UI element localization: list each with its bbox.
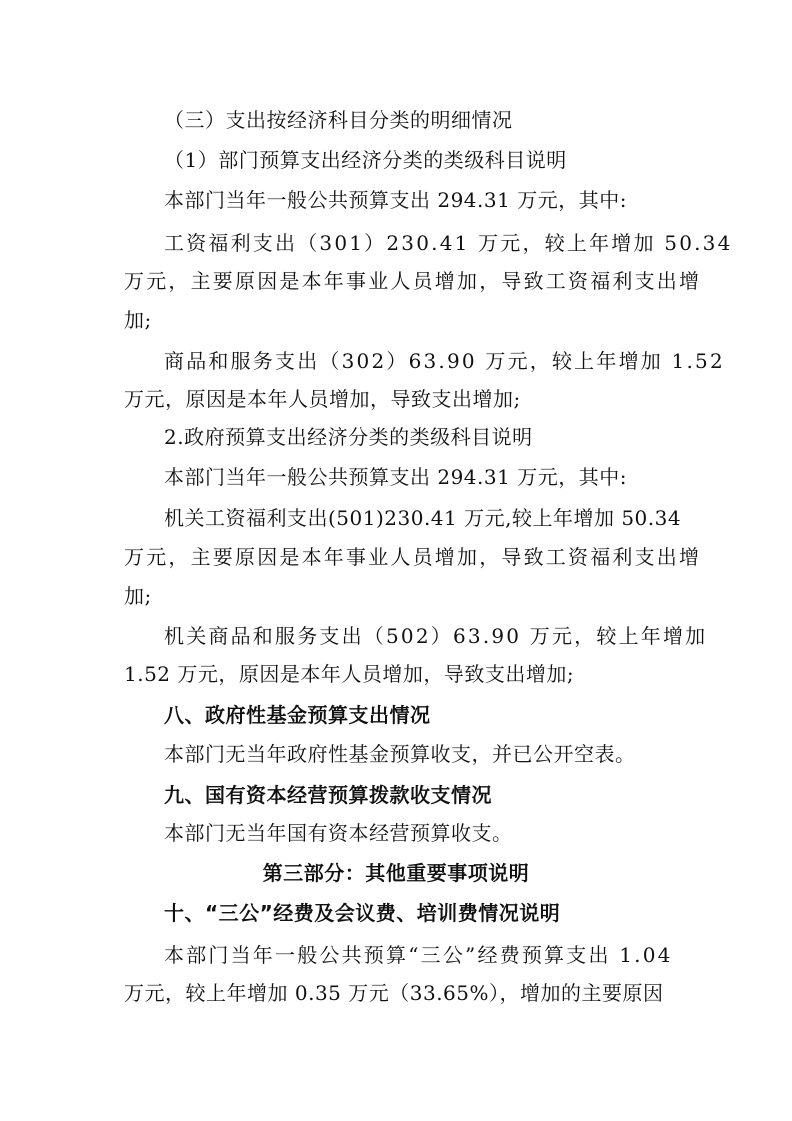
paragraph-line: 本部门当年一般公共预算“三公”经费预算支出 1.04 — [164, 943, 673, 967]
sub-item-heading: （1）部门预算支出经济分类的类级科目说明 — [164, 148, 567, 172]
paragraph-line: 加; — [124, 308, 152, 332]
paragraph-line: 万元，主要原因是本年事业人员增加，导致工资福利支出增 — [124, 269, 702, 293]
paragraph-line: 加; — [124, 584, 152, 608]
paragraph-line: 机关工资福利支出(501)230.41 万元,较上年增加 50.34 — [164, 506, 682, 530]
paragraph-line: 工资福利支出（301）230.41 万元，较上年增加 50.34 — [164, 231, 733, 255]
sub-item-heading: 2.政府预算支出经济分类的类级科目说明 — [164, 425, 533, 449]
paragraph-line: 本部门当年一般公共预算支出 294.31 万元，其中: — [164, 465, 627, 489]
paragraph-line: 1.52 万元，原因是本年人员增加，导致支出增加; — [124, 662, 575, 686]
subsection-heading: （三）支出按经济科目分类的明细情况 — [164, 108, 513, 132]
paragraph-line: 万元，原因是本年人员增加，导致支出增加; — [124, 387, 521, 411]
section-heading: 九、国有资本经营预算拨款收支情况 — [164, 783, 492, 807]
paragraph-line: 本部门当年一般公共预算支出 294.31 万元，其中: — [164, 188, 627, 212]
section-heading: 八、政府性基金预算支出情况 — [164, 703, 431, 727]
paragraph-line: 本部门无当年国有资本经营预算收支。 — [164, 821, 513, 845]
part-heading: 第三部分：其他重要事项说明 — [262, 861, 530, 885]
paragraph-line: 万元，较上年增加 0.35 万元（33.65%），增加的主要原因 — [124, 981, 664, 1005]
paragraph-line: 万元，主要原因是本年事业人员增加，导致工资福利支出增 — [124, 545, 702, 569]
paragraph-line: 商品和服务支出（302）63.90 万元，较上年增加 1.52 — [164, 349, 725, 373]
paragraph-line: 机关商品和服务支出（502）63.90 万元，较上年增加 — [164, 624, 708, 648]
paragraph-line: 本部门无当年政府性基金预算收支，并已公开空表。 — [164, 742, 636, 766]
section-heading: 十、“三公”经费及会议费、培训费情况说明 — [164, 901, 561, 925]
